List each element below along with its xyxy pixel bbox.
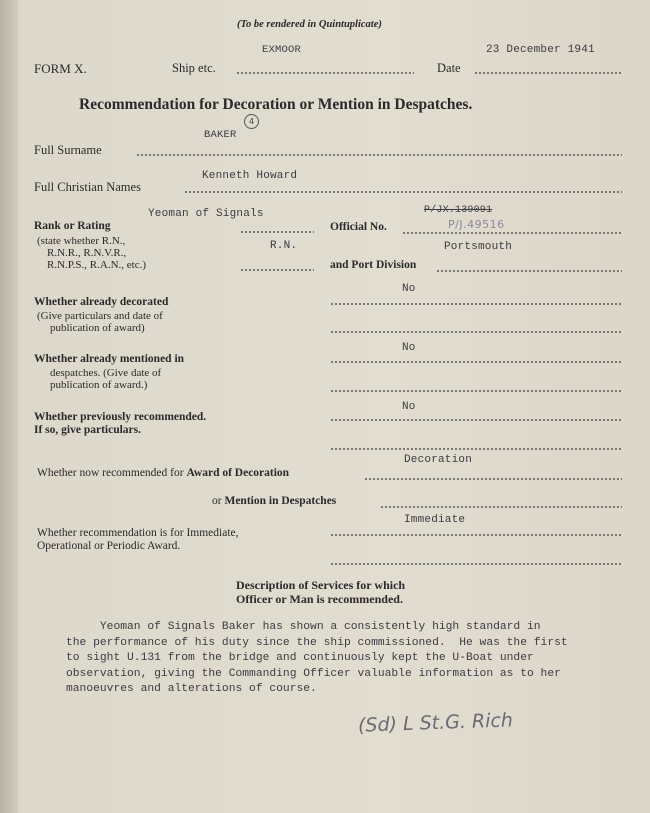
now-recommended-dots bbox=[364, 478, 622, 480]
previous-value: No bbox=[402, 401, 416, 413]
ship-label: Ship etc. bbox=[172, 61, 216, 75]
decorated-dots-1 bbox=[330, 303, 622, 305]
mention-despatches-pre: or bbox=[212, 495, 225, 507]
service-value: R.N. bbox=[270, 240, 298, 252]
mentioned-dots-2 bbox=[330, 390, 622, 392]
previous-dots-2 bbox=[330, 448, 622, 450]
page-title: Recommendation for Decoration or Mention in Despatches. bbox=[79, 96, 473, 113]
port-dots bbox=[436, 270, 622, 272]
surname-circled-mark: 4 bbox=[244, 114, 259, 129]
mention-despatches-label bbox=[212, 495, 336, 507]
christian-dots bbox=[184, 191, 622, 193]
rank-note-2: R.N.R., R.N.V.R., bbox=[47, 247, 127, 259]
previous-note: If so, give particulars. bbox=[34, 424, 142, 436]
official-no-label: Official No. bbox=[330, 221, 387, 233]
form-label: FORM X. bbox=[34, 61, 87, 76]
rank-label: Rank or Rating bbox=[34, 220, 111, 232]
surname-dots bbox=[136, 154, 622, 156]
mention-despatches-bold: Mention in Despatches bbox=[224, 495, 337, 507]
description-heading-2: Officer or Man is recommended. bbox=[236, 592, 403, 606]
date-value: 23 December 1941 bbox=[486, 44, 595, 56]
now-recommended-label-pre: Whether now recommended for bbox=[37, 467, 187, 479]
immediate-dots-2 bbox=[330, 563, 622, 565]
surname-label: Full Surname bbox=[34, 143, 102, 157]
description-text: Yeoman of Signals Baker has shown a consistently high standard in the performance of his duty since the ship commissioned. He was the first to sight U.131 from the bridge and continuously kept the U-Boat under observation, giving the Commanding Officer valuable information as to her manoeuvres and alterations of course. bbox=[66, 621, 568, 695]
quintuplicate-note: (To be rendered in Quintuplicate) bbox=[237, 19, 382, 30]
mentioned-label: Whether already mentioned in bbox=[34, 353, 185, 365]
decorated-label: Whether already decorated bbox=[34, 296, 169, 308]
christian-names-label: Full Christian Names bbox=[34, 180, 141, 194]
date-label: Date bbox=[437, 61, 461, 75]
decorated-note-2: publication of award) bbox=[50, 322, 145, 334]
mentioned-dots-1 bbox=[330, 361, 622, 363]
decorated-note-1: (Give particulars and date of bbox=[37, 310, 163, 322]
ship-value: EXMOOR bbox=[262, 44, 302, 56]
mentioned-value: No bbox=[402, 342, 416, 354]
surname-value: BAKER bbox=[204, 129, 237, 141]
paper-edge bbox=[0, 0, 18, 813]
decorated-value: No bbox=[402, 283, 416, 295]
immediate-dots-1 bbox=[330, 534, 622, 536]
immediate-value: Immediate bbox=[404, 514, 466, 526]
date-dots bbox=[474, 72, 622, 74]
previous-label: Whether previously recommended. bbox=[34, 411, 207, 423]
immediate-label-2: Operational or Periodic Award. bbox=[37, 540, 181, 552]
description-heading-1: Description of Services for which bbox=[236, 578, 406, 592]
mentioned-note-1: despatches. (Give date of bbox=[50, 367, 162, 379]
now-recommended-label-bold: Award of Decoration bbox=[186, 467, 290, 479]
handwritten-signature: (Sd) L St.G. Rich bbox=[357, 709, 514, 737]
decorated-dots-2 bbox=[330, 331, 622, 333]
mention-despatches-dots bbox=[380, 506, 622, 508]
now-recommended-label bbox=[37, 467, 289, 479]
mentioned-note-2: publication of award.) bbox=[50, 379, 148, 391]
official-no-handwritten: P/J.49516 bbox=[448, 218, 505, 231]
rank-note-1: (state whether R.N., bbox=[37, 235, 126, 247]
now-recommended-value: Decoration bbox=[404, 454, 473, 466]
port-value: Portsmouth bbox=[444, 241, 513, 253]
port-division-label: and Port Division bbox=[330, 259, 417, 271]
official-dots bbox=[402, 232, 622, 234]
official-no-struck: P/JX.139091 bbox=[424, 205, 493, 216]
immediate-label-1: Whether recommendation is for Immediate, bbox=[37, 527, 239, 539]
christian-names-value: Kenneth Howard bbox=[202, 170, 298, 182]
rank-dots bbox=[240, 231, 314, 233]
service-dots bbox=[240, 269, 314, 271]
rank-note-3: R.N.P.S., R.A.N., etc.) bbox=[47, 259, 147, 271]
previous-dots-1 bbox=[330, 419, 622, 421]
ship-dots bbox=[236, 72, 414, 74]
rank-value: Yeoman of Signals bbox=[148, 208, 264, 220]
